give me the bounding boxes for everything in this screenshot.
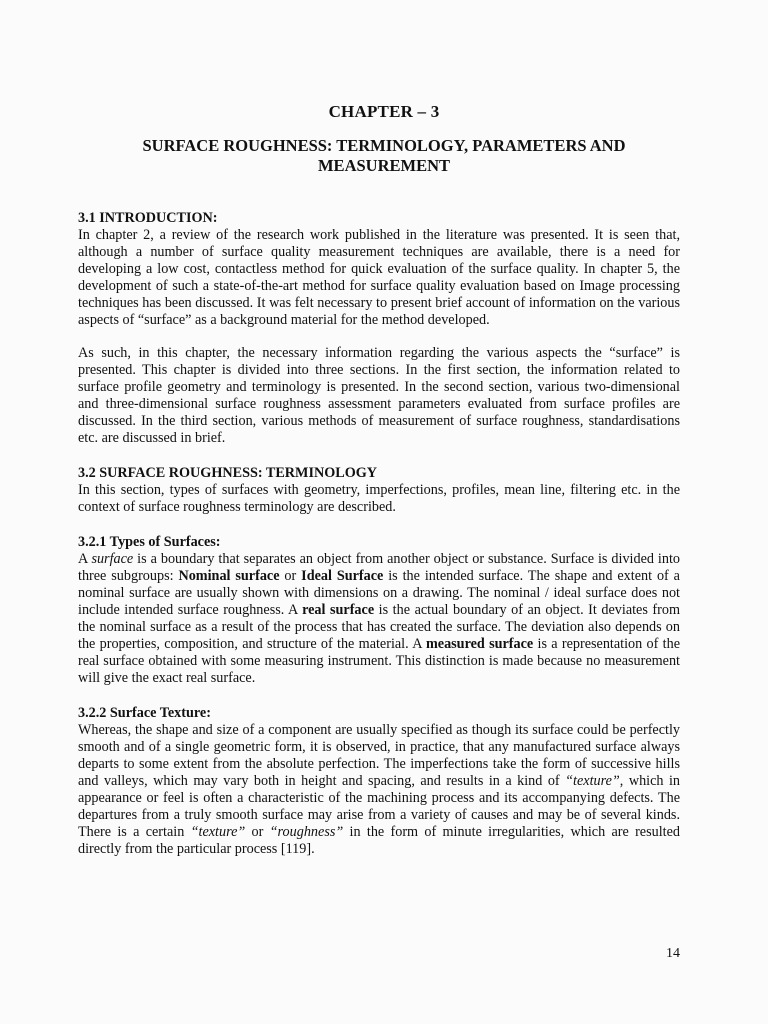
term-measured-surface: measured surface [425, 636, 534, 652]
chapter-label: CHAPTER – 3 [328, 102, 440, 121]
section-heading-terminology: 3.2 SURFACE ROUGHNESS: TERMINOLOGY [78, 465, 378, 481]
intro-paragraph-2: As such, in this chapter, the necessary information regarding the various aspects the “surface” is presented. This chapter is divided into three sections. In the first section, the information related to surface profile geometry and terminology is presented. In the second section, various two-dimensional and three-dimensional surface roughness assessment parameters evaluated from surface profiles are discussed. In the third section, various methods of measurement of surface roughness, standardisations etc. are discussed in brief. [78, 345, 680, 446]
text-run: or [245, 824, 270, 840]
term-texture: “texture” [565, 773, 620, 789]
text-run: is the intended surface. The shape and extent of a nominal surface are usually shown with dimensions on a drawing. The nominal / ideal surface does not include intended surface roughness. A [78, 568, 680, 618]
texture-paragraph [78, 722, 680, 858]
term-surface: surface [91, 551, 134, 567]
text-run: or [279, 568, 302, 584]
text-run: is a boundary that separates an object from another object or substance. Surface is divided into three subgroups: [78, 551, 681, 584]
term-texture: “texture” [190, 824, 246, 840]
term-nominal-surface: Nominal surface [178, 568, 280, 584]
document-body [78, 210, 680, 858]
page-number: 14 [666, 946, 680, 961]
text-run: is a representation of the real surface obtained with some measuring instrument. This distinction is made because no measurement will give the exact real surface. [78, 636, 680, 686]
term-real-surface: real surface [302, 602, 375, 618]
text-run: is the actual boundary of an object. It deviates from the nominal surface as a result of the process that has created the surface. The deviation also depends on the properties, composition, and structure of the material. A [78, 602, 681, 652]
text-run: Whereas, the shape and size of a component are usually specified as though its surface could be perfectly smooth and of a single geometric form, it is observed, in practice, that any manufactured surface always departs to some extent from the absolute perfection. The imperfections take the form of successive hills and valleys, which may vary both in height and spacing, and results in a kind of [78, 722, 680, 789]
text-run: A [78, 551, 92, 567]
section-heading-surface-texture: 3.2.2 Surface Texture: [78, 705, 211, 721]
term-ideal-surface: Ideal Surface [301, 568, 384, 584]
text-run: in the form of minute irregularities, which are resulted directly from the particular process [119]. [78, 824, 680, 857]
types-paragraph [78, 551, 680, 687]
term-roughness: “roughness” [269, 824, 344, 840]
terminology-paragraph: In this section, types of surfaces with geometry, imperfections, profiles, mean line, filtering etc. in the context of surface roughness terminology are described. [78, 482, 680, 515]
text-run: , which in appearance or feel is often a characteristic of the machining process and its accompanying defects. The departures from a truly smooth surface may arise from a variety of causes and may be of several kinds. There is a certain [78, 773, 681, 840]
section-heading-introduction: 3.1 INTRODUCTION: [78, 210, 218, 226]
intro-paragraph-1: In chapter 2, a review of the research work published in the literature was presented. It is seen that, although a number of surface quality measurement techniques are available, there is a need for developing a low cost, contactless method for quick evaluation of the surface quality. In chapter 5, the development of such a state-of-the-art method for surface quality evaluation based on Image processing techniques has been discussed. It was felt necessary to present brief account of information on the various aspects of “surface” as a background material for the method developed. [78, 227, 680, 328]
section-heading-types-of-surfaces: 3.2.1 Types of Surfaces: [78, 534, 221, 550]
chapter-title: SURFACE ROUGHNESS: TERMINOLOGY, PARAMETERS AND MEASUREMENT [142, 136, 626, 175]
